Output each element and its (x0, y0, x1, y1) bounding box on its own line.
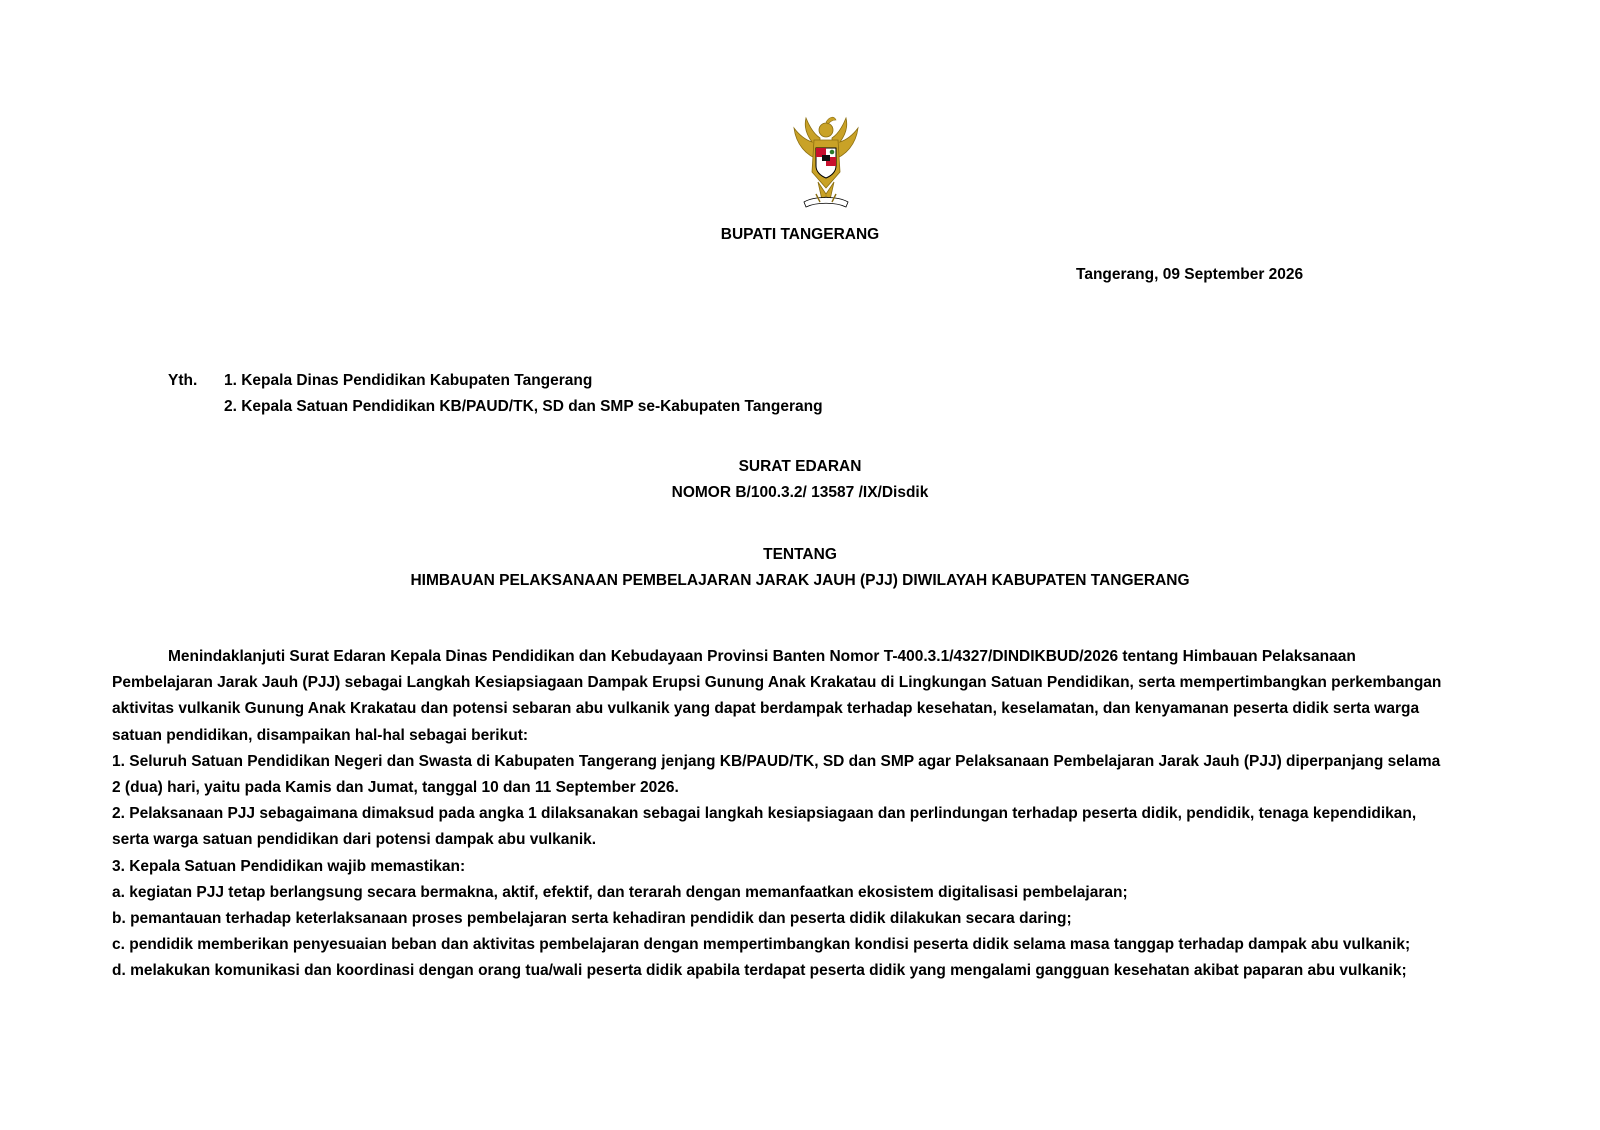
recipient-label: Yth. (168, 372, 198, 389)
body-line: 1. Seluruh Satuan Pendidikan Negeri dan Swasta di Kabupaten Tangerang jenjang KB/PAUD/TK, SD dan SMP agar Pelaksanaan Pembelajaran Jarak Jauh (PJJ) diperpanjang selama (112, 752, 1441, 770)
body-line: Pembelajaran Jarak Jauh (PJJ) sebagai Langkah Kesiapsiagaan Dampak Erupsi Gunung Anak Krakatau di Lingkungan Satuan Pendidikan, serta mempertimbangkan perkembangan (112, 674, 1442, 692)
letter-body (112, 644, 1492, 985)
garuda-pancasila-icon (776, 110, 876, 215)
body-line: satuan pendidikan, disampaikan hal-hal sebagai berikut: (112, 726, 529, 744)
body-line: 2. Pelaksanaan PJJ sebagaimana dimaksud pada angka 1 dilaksanakan sebagai langkah kesiapsiagaan dan perlindungan terhadap peserta didik, pendidik, tenaga kependidikan, (112, 805, 1417, 823)
body-line: 3. Kepala Satuan Pendidikan wajib memastikan: (112, 857, 466, 875)
about-title: HIMBAUAN PELAKSANAAN PEMBELAJARAN JARAK JAUH (PJJ) DIWILAYAH KABUPATEN TANGERANG (410, 572, 1190, 589)
recipient-item: 1. Kepala Dinas Pendidikan Kabupaten Tangerang (224, 372, 593, 389)
recipient-item: 2. Kepala Satuan Pendidikan KB/PAUD/TK, SD dan SMP se-Kabupaten Tangerang (224, 398, 823, 415)
body-line: 2 (dua) hari, yaitu pada Kamis dan Jumat, tanggal 10 dan 11 September 2026. (112, 779, 679, 797)
body-line: aktivitas vulkanik Gunung Anak Krakatau dan potensi sebaran abu vulkanik yang dapat berdampak terhadap kesehatan, keselamatan, dan kenyamanan peserta didik serta warga (112, 700, 1420, 718)
letter-number: NOMOR B/100.3.2/ 13587 /IX/Disdik (671, 484, 929, 501)
body-line: c. pendidik memberikan penyesuaian beban dan aktivitas pembelajaran dengan mempertimbangkan kondisi peserta didik selama masa tanggap terhadap dampak abu vulkanik; (112, 936, 1411, 954)
body-line: a. kegiatan PJJ tetap berlangsung secara bermakna, aktif, efektif, dan terarah dengan memanfaatkan ekosistem digitalisasi pembelajaran; (112, 883, 1128, 901)
about-label: TENTANG (763, 546, 837, 563)
body-line: serta warga satuan pendidikan dari potensi dampak abu vulkanik. (112, 831, 597, 849)
body-line: b. pemantauan terhadap keterlaksanaan proses pembelajaran serta kehadiran pendidik dan peserta didik dilakukan secara daring; (112, 910, 1072, 928)
page-title: BUPATI TANGERANG (720, 226, 880, 243)
letter-type: SURAT EDARAN (738, 458, 862, 475)
body-line: Menindaklanjuti Surat Edaran Kepala Dinas Pendidikan dan Kebudayaan Provinsi Banten Nomor T-400.3.1/4327/DINDIKBUD/2026 tentang Himbauan Pelaksanaan (168, 648, 1356, 665)
letter-date: Tangerang, 09 September 2026 (1076, 266, 1304, 283)
body-line: d. melakukan komunikasi dan koordinasi dengan orang tua/wali peserta didik apabila terdapat peserta didik yang mengalami gangguan kesehatan akibat paparan abu vulkanik; (112, 962, 1407, 980)
